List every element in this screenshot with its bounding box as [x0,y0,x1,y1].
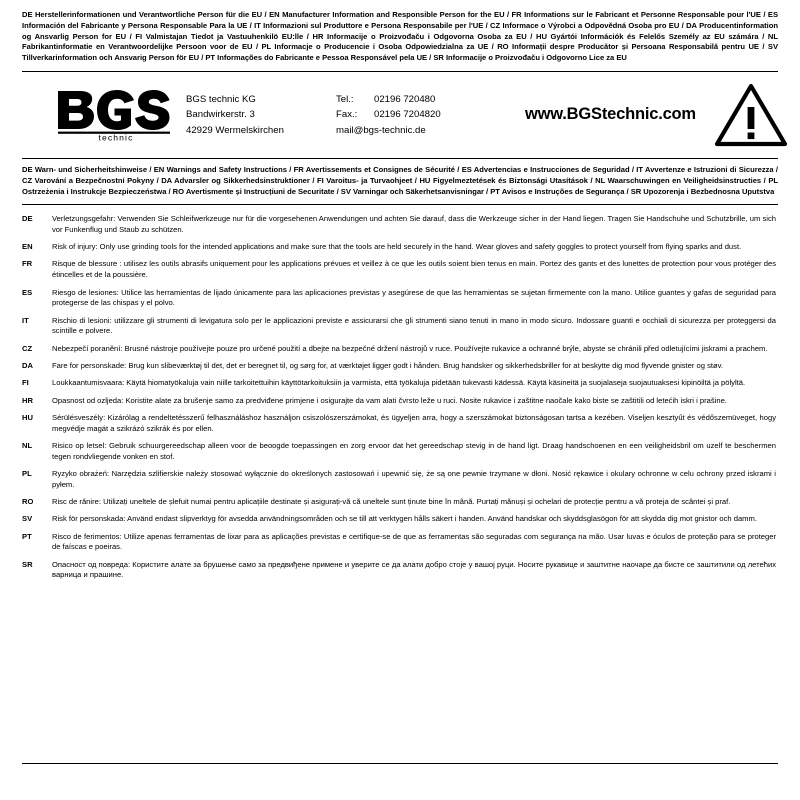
instruction-text: Risco de ferimentos: Utilize apenas ferramentas de lixar para as aplicações previstas e certifique-se de que as ferramentas são seguradas com segurança na mão. Usar luvas e óculos de proteção para se proteger de faíscas e poeiras. [52,531,776,552]
svg-text:technic: technic [98,132,134,141]
instruction-text: Nebezpečí poranění: Brusné nástroje používejte pouze pro určené použití a dbejte na bezpečné držení nástrojů v ruce. Používejte rukavice a ochranné brýle, abyste se chránili před odletujícími jiskrami a prachem. [52,343,768,353]
instruction-row [22,469,778,491]
instruction-row [22,560,778,582]
instruction-lang-code: HU [22,412,33,422]
instruction-lang-code: PT [22,531,32,541]
instruction-text: Loukkaantumisvaara: Käytä hiomatyökaluja vain niille tarkoitettuihin käyttötarkoituksiin ja varmista, että työkaluja pidetään tukevasti kädessä. Käytä käsineitä ja suojalaseja suojautuaksesi kipinöiltä ja pölyltä. [52,378,746,388]
instruction-row [22,214,778,236]
company-city: 42929 Wermelskirchen [186,124,284,136]
instruction-text: Riesgo de lesiones: Utilice las herramientas de lijado únicamente para las aplicaciones previstas y asegúrese de que las herramientas se sujetan firmemente con la mano. Utilice guantes y gafas de seguridad para protegerse de las chispas y el polvo. [52,287,776,308]
instruction-row [22,316,778,338]
instruction-row [22,532,778,554]
bgs-logo [22,89,172,141]
instruction-lang-code: PL [22,468,32,478]
company-contact [336,92,521,139]
company-name: BGS technic KG [186,93,256,105]
instruction-lang-code: NL [22,440,33,450]
instruction-lang-code: CZ [22,343,33,353]
instruction-lang-code: FI [22,378,29,388]
instruction-row [22,242,778,253]
instruction-row [22,361,778,372]
instruction-lang-code: FR [22,259,33,269]
instruction-lang-code: SV [22,514,33,524]
contact-tel-label: Tel.: [336,93,354,105]
contact-fax-label: Fax.: [336,109,358,121]
instruction-row [22,497,778,508]
instruction-text: Risk för personskada: Använd endast slipverktyg för avsedda användningsområden och se till att verktygen hålls säkert i handen. Använd handskar och skyddsglasögon för att skydda dig mot gnistor och damm. [52,514,757,524]
instruction-row [22,441,778,463]
instruction-row [22,288,778,310]
company-band [22,72,778,158]
instruction-text: Fare for personskade: Brug kun slibeværktøj til det, det er beregnet til, og sørg for, at værktøjet ligger godt i hånden. Brug handsker og sikkerhedsbriller for at beskytte dig mod flyvende gnister og støv. [52,360,723,370]
instructions-list [22,205,778,581]
divider-bottom [22,763,778,764]
contact-mail-value[interactable]: mail@bgs-technic.de [336,124,426,136]
instruction-text: Risk of injury: Only use grinding tools for the intended applications and make sure that the tools are held securely in the hand. Wear gloves and safety goggles to protect yourself from flying sparks and dust. [52,242,742,252]
warning-triangle [696,83,790,147]
instruction-text: Opasnost od ozljeda: Koristite alate za brušenje samo za predviđene primjene i osigurajte da vam alati čvrsto leže u ruci. Nosite rukavice i zaštitne naočale kako biste se zaštitili od letećih iskri i prašine. [52,395,727,405]
instruction-row [22,413,778,435]
instruction-lang-code: RO [22,496,34,506]
instruction-text: Rischio di lesioni: utilizzare gli strumenti di levigatura solo per le applicazioni previste e assicurarsi che gli strumenti siano tenuti in mano in modo sicuro. Indossare guanti e occhiali di sicurezza per proteggersi da scintille e polvere. [52,315,776,336]
instruction-row [22,514,778,525]
instruction-text: Sérülésveszély: Kizárólag a rendeltetésszerű felhasználáshoz használjon csiszolószerszámokat, és ügyeljen arra, hogy a szerszámokat biztonságosan tartsa a kezében. Viseljen kesztyűt és védőszemüveget, hogy megvédje magát a szikrázó szikrák és por ellen. [52,412,776,433]
instruction-text: Risico op letsel: Gebruik schuurgereedschap alleen voor de beoogde toepassingen en zorg ervoor dat het gereedschap stevig in de hand ligt. Draag handschoenen en een veiligheidsbril om uzelf te beschermen tegen rondvliegende vonken en stof. [52,440,776,461]
manufacturer-info-header: DE Herstellerinformationen und Verantwortliche Person für die EU / EN Manufacturer Information and Responsible Person for the EU / FR Informations sur le Fabricant et Personne Responsable pour l'UE / ES Información del Fabricante y Persona Responsable Para la UE / IT Informazioni sul Produttore e Persona Responsabile per l'UE / CZ Informace o Výrobci a Odpovědná Osoba pro EU / DA Producentinformation og Ansvarlig Person for EU / FI Valmistajan Tiedot ja Vastuuhenkilö EU:lle / HR Informacije o Proizvođaču i Odgovorna Osoba za EU / HU Gyártói Információk és Felelős Személy az EU számára / NL Fabrikantinformatie en Verantwoordelijke Persoon voor de EU / PL Informacje o Producencie i Osoba Odpowiedzialna za UE / RO Informații despre Producător și Persoana Responsabilă pentru UE / SV Tillverkarinformation och Ansvarig Person för EU / PT Informações do Fabricante e Pessoa Responsável pela UE / SR Informacije o Proizvođaču i Odgovorno Lice za EU [22,10,778,63]
instruction-text: Risque de blessure : utilisez les outils abrasifs uniquement pour les applications prévues et veillez à ce que les outils soient bien tenus en main. Portez des gants et des lunettes de protection pour vous protéger des étincelles et de la poussière. [52,259,776,280]
instruction-lang-code: HR [22,395,33,405]
instruction-text: Опасност од повреда: Користите алате за брушење само за предвиђене примене и уверите се да алати добро стоје у вашој руци. Носите рукавице и заштитне наочаре да бисте се заштитили од летећих варница и прашине. [52,559,776,580]
instruction-lang-code: DE [22,214,33,224]
contact-mail-row [336,123,521,139]
warning-triangle-icon [714,83,788,147]
instruction-text: Verletzungsgefahr: Verwenden Sie Schleifwerkzeuge nur für die vorgesehenen Anwendungen und achten Sie darauf, dass die Werkzeuge sicher in der Hand liegen. Tragen Sie Handschuhe und Schutzbrille, um sich vor Funkenflug und Staub zu schützen. [52,214,776,234]
instruction-lang-code: EN [22,242,33,252]
contact-tel-value: 02196 720480 [374,93,436,105]
instruction-lang-code: ES [22,287,33,297]
company-street: Bandwirkerstr. 3 [186,109,255,121]
warnings-title-block: DE Warn- und Sicherheitshinweise / EN Warnings and Safety Instructions / FR Avertissements et Consignes de Sécurité / ES Advertencias e Instrucciones de Seguridad / IT Avvertenze e Istruzioni di Sicurezza / CZ Varování a Bezpečnostní Pokyny / DA Advarsler og Sikkerhedsinstruktioner / FI Varoitus- ja Turvaohjeet / HU Figyelmeztetések és Biztonsági Utasítások / NL Waarschuwingen en Veiligheidsinstructies / PL Ostrzeżenia i Instrukcje Bezpieczeństwa / RO Avertismente și Instrucțiuni de Securitate / SV Varningar och Säkerhetsanvisningar / PT Avisos e Instruções de Segurança / SR Upozorenja i Bezbednosna Uputstva [22,164,778,197]
instruction-text: Ryzyko obrażeń: Narzędzia szlifierskie należy stosować wyłącznie do określonych zastosowań i upewnić się, że są one pewnie trzymane w dłoni. Nosić rękawice i okulary ochronne w celu ochrony przed iskrami i pyłem. [52,468,776,489]
instruction-row [22,259,778,281]
contact-fax-row [336,107,521,123]
instruction-row [22,378,778,389]
bgs-logo-icon [56,89,172,141]
instruction-lang-code: DA [22,360,33,370]
company-website[interactable]: www.BGStechnic.com [525,105,696,124]
instruction-text: Risc de rănire: Utilizați uneltele de șlefuit numai pentru aplicațiile destinate și asigurați-vă că uneltele sunt ținute bine în mână. Purtați mănuși și ochelari de protecție pentru a vă proteja de scântei și praf. [52,496,731,506]
instruction-row [22,344,778,355]
company-address [172,92,336,139]
contact-tel-row [336,92,521,108]
instruction-lang-code: IT [22,315,29,325]
instruction-row [22,396,778,407]
contact-fax-value: 02196 7204820 [374,109,441,121]
instruction-lang-code: SR [22,559,33,569]
